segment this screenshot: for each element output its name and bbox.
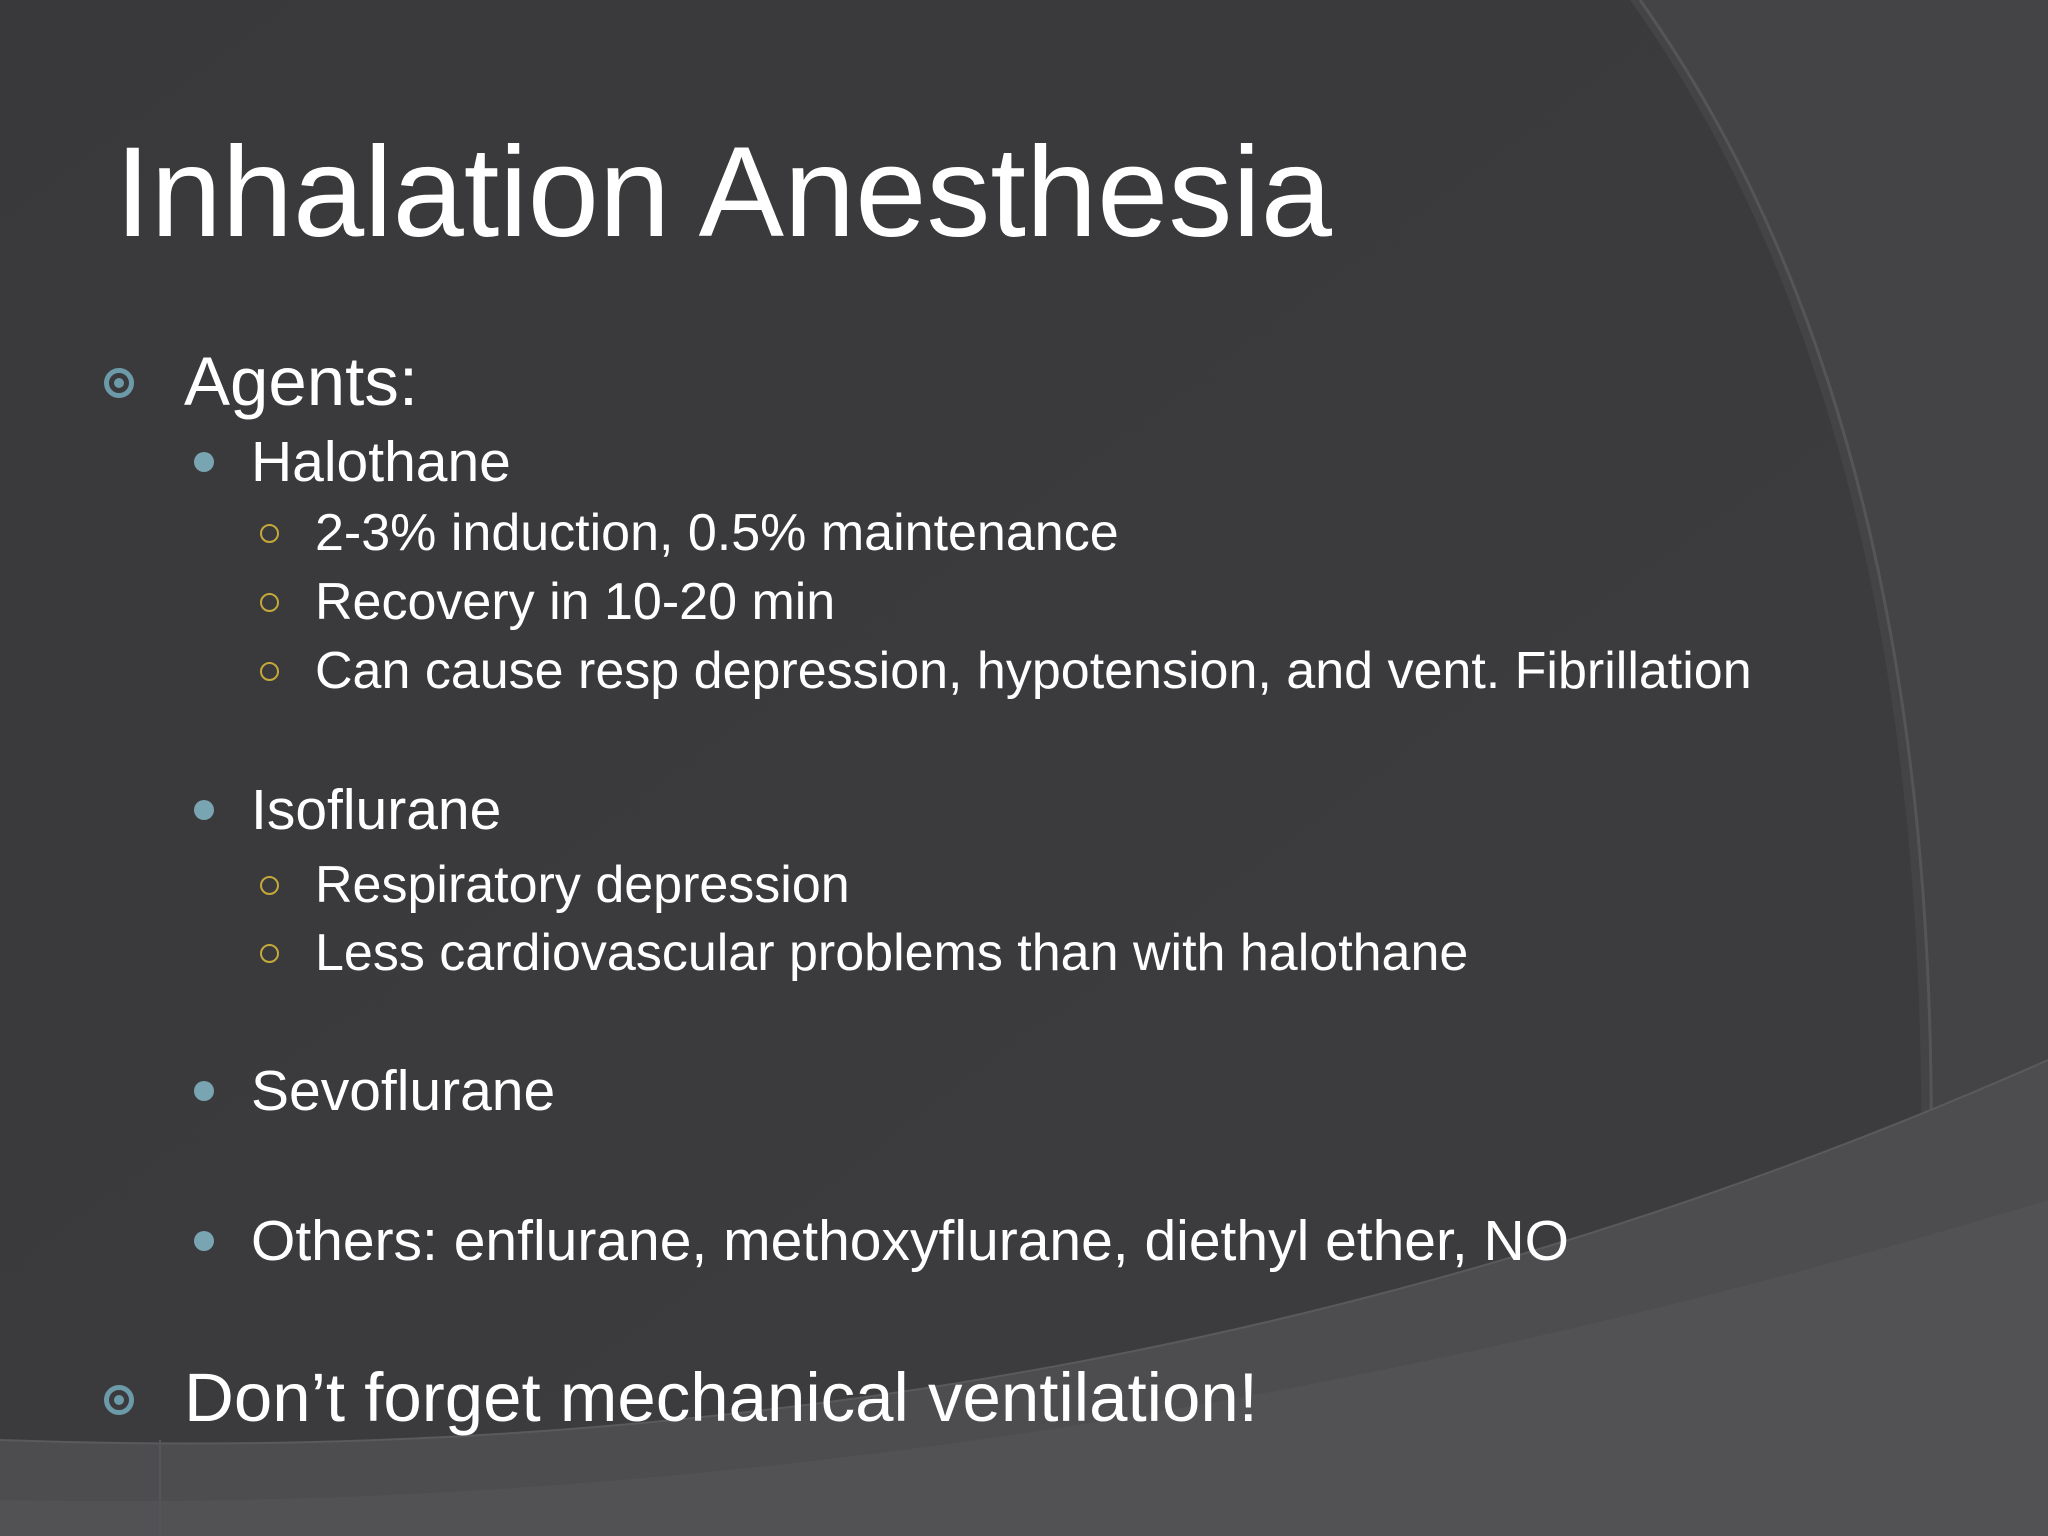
halothane-point-3: Can cause resp depression, hypotension, and vent. Fibrillation <box>315 642 1752 700</box>
hollow-circle-icon <box>260 524 279 543</box>
isoflurane-point-1: Respiratory depression <box>315 856 850 914</box>
others-label: Others: enflurane, methoxyflurane, diethyl ether, NO <box>251 1209 1570 1273</box>
filled-dot-icon <box>194 1231 214 1251</box>
sevoflurane-label: Sevoflurane <box>251 1059 556 1123</box>
halothane-point-2: Recovery in 10-20 min <box>315 573 836 631</box>
filled-dot-icon <box>194 452 214 472</box>
slide-title: Inhalation Anesthesia <box>115 121 1332 264</box>
isoflurane-label: Isoflurane <box>251 778 502 842</box>
halothane-point-1: 2-3% induction, 0.5% maintenance <box>315 504 1119 562</box>
hollow-circle-icon <box>260 944 279 963</box>
target-circle-icon <box>104 368 134 398</box>
target-circle-icon <box>104 1385 134 1415</box>
filled-dot-icon <box>194 1081 214 1101</box>
hollow-circle-icon <box>260 876 279 895</box>
filled-dot-icon <box>194 800 214 820</box>
halothane-label: Halothane <box>251 430 511 494</box>
agents-heading: Agents: <box>184 343 418 420</box>
isoflurane-point-2: Less cardiovascular problems than with halothane <box>315 924 1469 982</box>
closing-line: Don’t forget mechanical ventilation! <box>184 1359 1258 1436</box>
hollow-circle-icon <box>260 593 279 612</box>
hollow-circle-icon <box>260 662 279 681</box>
